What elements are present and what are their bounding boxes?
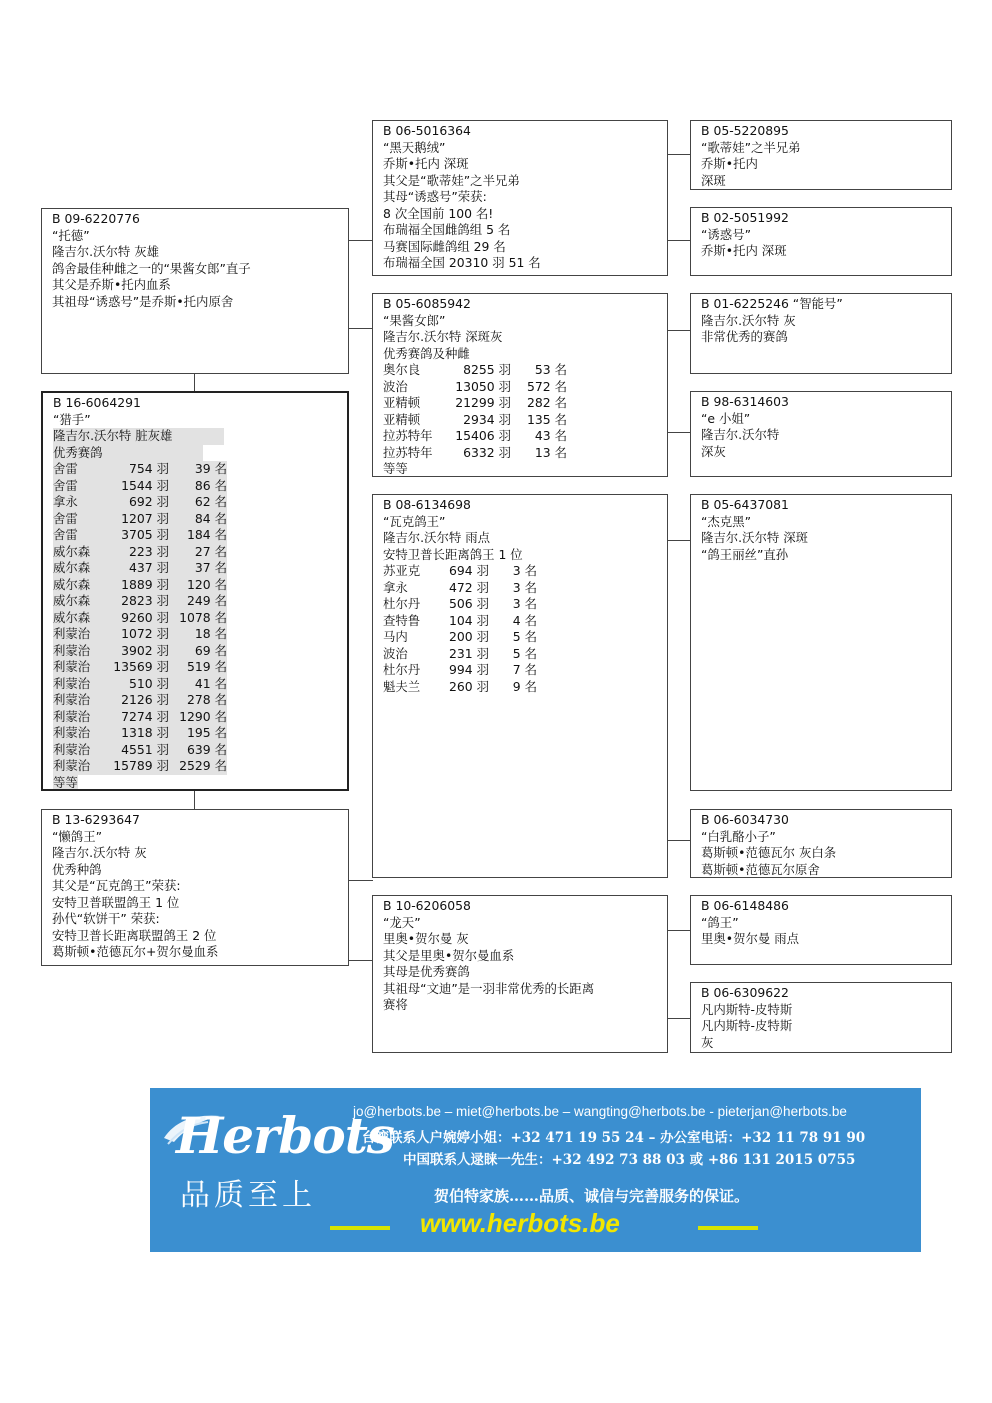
placing: 37 名 [194, 560, 227, 575]
pigeon-name: “诱惑号” [701, 226, 752, 242]
info-line: 其父是“歌蒂娃”之半兄弟 [383, 172, 520, 188]
connector-line [667, 432, 691, 433]
result-row [383, 596, 661, 613]
info-line: 8 次全国前 100 名! [383, 205, 494, 221]
result-row [53, 560, 341, 577]
placing: 53 名 [534, 362, 567, 377]
result-row [53, 461, 341, 478]
info-line: 优秀赛鸽及种雌 [383, 345, 470, 361]
color: 灰 [701, 1034, 714, 1050]
bird-count: 2126 羽 [121, 692, 169, 707]
ggp-card-2 [690, 207, 952, 276]
placing: 184 名 [187, 527, 227, 542]
info-line: 其祖母“文迪”是一羽非常优秀的长距离 [383, 980, 595, 996]
placing: 13 名 [534, 444, 567, 460]
result-row [53, 643, 341, 660]
result-row [383, 395, 661, 412]
dam-dam-card [372, 895, 668, 1053]
connector-line [348, 880, 373, 881]
connector-line [348, 328, 373, 329]
placing: 27 名 [194, 543, 227, 559]
bird-count: 1889 羽 [121, 576, 169, 592]
result-row [383, 445, 661, 462]
placing: 519 名 [187, 659, 227, 674]
breeder-color: 里奥•贺尔曼 灰 [383, 931, 469, 946]
breeder-color: 隆吉尔.沃尔特 灰 [701, 312, 796, 328]
bird-count: 3902 羽 [121, 642, 169, 658]
race-name: 威尔森 [53, 543, 91, 559]
bird-count: 15789 羽 [113, 758, 169, 773]
connector-line [667, 240, 691, 241]
race-name: 马内 [383, 629, 408, 644]
placing: 249 名 [187, 593, 227, 608]
bird-count: 7274 羽 [121, 708, 169, 724]
race-name: 亚精顿 [383, 411, 421, 427]
result-row [383, 613, 661, 630]
placing: 84 名 [194, 510, 227, 526]
placing: 1290 名 [179, 708, 227, 724]
race-name: 拿永 [383, 579, 408, 595]
info-line: 鸽舍最佳种雌之一的“果酱女郎”直子 [52, 260, 251, 276]
ring-number: B 02-5051992 [701, 210, 789, 225]
result-row [53, 725, 341, 742]
sire-card [41, 208, 349, 374]
info-line: 安特卫普长距离联盟鸽王 2 位 [52, 927, 217, 943]
info-line: 布瑞福全国雌鸽组 5 名 [383, 222, 511, 237]
bird-count: 13050 羽 [455, 378, 511, 394]
ggp-card-3 [690, 293, 952, 374]
info-line: 孙代“软饼干” 荣获: [52, 911, 160, 926]
pigeon-name: “懒鸽王” [52, 828, 103, 844]
dam-card [41, 809, 349, 966]
breeder-color: 隆吉尔.沃尔特 深斑 [701, 530, 809, 545]
result-row [53, 692, 341, 709]
ggp-card-7 [690, 895, 952, 965]
race-name: 拉苏特年 [383, 444, 433, 460]
race-name: 威尔森 [53, 576, 91, 592]
info-line: “鸽王丽丝”直孙 [701, 546, 789, 562]
bird-count: 2934 羽 [463, 411, 511, 427]
result-row [383, 412, 661, 429]
breeder: 乔斯•托内 [701, 156, 758, 171]
race-name: 舍雷 [53, 527, 78, 542]
placing: 278 名 [187, 692, 227, 707]
results-list [53, 461, 341, 775]
bird-count: 223 羽 [129, 543, 169, 559]
placing: 572 名 [527, 378, 567, 394]
result-row [53, 577, 341, 594]
placing: 62 名 [194, 494, 227, 509]
pigeon-name: “瓦克鸽王” [383, 513, 446, 529]
breeder-color: 葛斯顿•范德瓦尔 灰白条 [701, 845, 837, 860]
info-line: 布瑞福全国 20310 羽 51 名 [383, 255, 541, 270]
placing: 2529 名 [179, 758, 227, 773]
herbots-logo: Herbots [176, 1106, 394, 1165]
info-line: 其父是里奥•贺尔曼血系 [383, 947, 515, 963]
result-row [53, 478, 341, 495]
breeder-color: 乔斯•托内 深斑 [383, 156, 469, 171]
race-name: 利蒙治 [53, 675, 91, 691]
placing: 5 名 [512, 645, 537, 661]
placing: 86 名 [194, 477, 227, 493]
result-row [53, 544, 341, 561]
info-line: 安特卫普联盟鸽王 1 位 [52, 894, 180, 910]
ring-number: B 09-6220776 [52, 211, 140, 226]
results-list [383, 563, 661, 695]
result-row [383, 580, 661, 597]
ring-number: B 16-6064291 [53, 395, 141, 410]
bird-count: 1318 羽 [121, 725, 169, 740]
result-row [53, 758, 341, 775]
race-name: 利蒙治 [53, 626, 91, 641]
bird-count: 21299 羽 [455, 395, 511, 410]
breeder-color: 隆吉尔.沃尔特 脏灰雄 [53, 428, 224, 445]
dam-sire-card [372, 494, 668, 878]
pigeon-name: “白乳酪小子” [701, 828, 776, 844]
placing: 5 名 [512, 629, 537, 644]
result-row [53, 742, 341, 759]
breeder: 隆吉尔.沃尔特 [701, 427, 780, 442]
pigeon-name: “黑天鹅绒” [383, 139, 446, 155]
result-row [53, 527, 341, 544]
ring-number: B 05-6085942 [383, 296, 471, 311]
result-row [53, 610, 341, 627]
result-row [53, 676, 341, 693]
bird-count: 754 羽 [129, 461, 169, 476]
placing: 3 名 [512, 563, 537, 578]
placing: 195 名 [187, 725, 227, 740]
pigeon-name: “托德” [52, 227, 90, 243]
placing: 9 名 [512, 678, 537, 694]
result-row [383, 679, 661, 696]
breeder: 凡内斯特-皮特斯 [701, 1001, 793, 1017]
result-row [53, 494, 341, 511]
result-row [383, 646, 661, 663]
info-line: 优秀种鸽 [52, 861, 102, 877]
race-name: 奥尔良 [383, 362, 421, 377]
result-row [383, 563, 661, 580]
race-name: 利蒙治 [53, 642, 91, 658]
bird-count: 472 羽 [449, 579, 489, 595]
bird-count: 1072 羽 [121, 626, 169, 641]
info-line: 其父是乔斯•托内血系 [52, 277, 171, 292]
bird-count: 8255 羽 [463, 362, 511, 377]
website-link[interactable]: www.herbots.be [420, 1208, 620, 1238]
bird-count: 506 羽 [449, 596, 489, 611]
ring-number: B 06-6034730 [701, 812, 789, 827]
color: 深斑 [701, 172, 726, 188]
pigeon-name: “猎手” [53, 411, 91, 427]
connector-line [667, 154, 691, 155]
china-contact: 中国联系人逯睐一先生：+32 492 73 88 03 或 +86 131 2015 0755 [403, 1152, 856, 1168]
race-name: 拉苏特年 [383, 428, 433, 443]
ring-number: B 05-5220895 [701, 123, 789, 138]
info-line: 非常优秀的赛鸽 [701, 329, 788, 344]
breeder-color: 隆吉尔.沃尔特 灰雄 [52, 244, 160, 259]
race-name: 苏亚克 [383, 563, 421, 578]
result-row [383, 629, 661, 646]
race-name: 拿永 [53, 494, 78, 509]
pigeon-name: “龙天” [383, 914, 421, 930]
info-line: 其祖母“诱惑号”是乔斯•托内原舍 [52, 293, 234, 309]
connector-line [667, 540, 691, 541]
breeder-color: 隆吉尔.沃尔特 灰 [52, 845, 147, 860]
result-row [53, 626, 341, 643]
connector-line [667, 840, 691, 841]
bird-count: 437 羽 [129, 560, 169, 575]
breeder: 凡内斯特-皮特斯 [701, 1018, 793, 1033]
placing: 7 名 [512, 662, 537, 677]
bird-count: 4551 羽 [121, 741, 169, 757]
ring-number: B 08-6134698 [383, 497, 471, 512]
placing: 1078 名 [179, 609, 227, 625]
placing: 3 名 [512, 596, 537, 611]
result-row [53, 593, 341, 610]
bird-count: 1544 羽 [121, 477, 169, 493]
info-line: 其母“诱惑号”荣获: [383, 189, 487, 204]
bird-count: 15406 羽 [455, 428, 511, 443]
bird-count: 694 羽 [449, 563, 489, 578]
bird-count: 260 羽 [449, 678, 489, 694]
race-name: 亚精顿 [383, 395, 421, 410]
pigeon-name: “e 小姐” [701, 410, 751, 426]
pigeon-name: “杰克黑” [701, 513, 752, 529]
bird-count: 9260 羽 [121, 609, 169, 625]
bird-count: 994 羽 [449, 662, 489, 677]
info-line: 赛将 [383, 997, 408, 1012]
taiwan-contact: 台湾联系人户婉婷小姐：+32 471 19 55 24 – 办公室电话：+32 11 78 91 90 [362, 1130, 866, 1146]
bird-count: 200 羽 [449, 629, 489, 644]
breeder-color: 隆吉尔.沃尔特 深斑灰 [383, 329, 503, 344]
placing: 4 名 [512, 612, 537, 628]
result-row [53, 511, 341, 528]
connector-line [194, 790, 195, 809]
placing: 120 名 [187, 576, 227, 592]
ring-number: B 01-6225246 “智能号” [701, 296, 843, 311]
placing: 3 名 [512, 579, 537, 595]
herbots-banner [150, 1088, 921, 1252]
pigeon-name: “果酱女郎” [383, 312, 446, 328]
info-line: 安特卫普长距离鸽王 1 位 [383, 546, 523, 562]
etc: 等等 [383, 461, 408, 476]
results-list [383, 362, 661, 461]
sire-sire-card [372, 120, 668, 276]
result-row [383, 662, 661, 679]
result-row [53, 709, 341, 726]
race-name: 利蒙治 [53, 741, 91, 757]
ring-number: B 06-5016364 [383, 123, 471, 138]
race-name: 杜尔丹 [383, 596, 421, 611]
connector-line [667, 1018, 691, 1019]
race-name: 舍雷 [53, 510, 78, 526]
race-name: 利蒙治 [53, 758, 91, 773]
breeder-color: 隆吉尔.沃尔特 雨点 [383, 530, 491, 545]
info-line: 葛斯顿•范德瓦尔+贺尔曼血系 [52, 944, 219, 959]
ggp-card-6 [690, 809, 952, 878]
bird-count: 231 羽 [449, 645, 489, 661]
result-row [383, 428, 661, 445]
sire-dam-card [372, 293, 668, 477]
info-line: 其母是优秀赛鸽 [383, 964, 470, 979]
ring-number: B 13-6293647 [52, 812, 140, 827]
race-name: 威尔森 [53, 560, 91, 575]
ggp-card-1 [690, 120, 952, 190]
race-name: 魁夫兰 [383, 678, 421, 694]
connector-line [348, 960, 373, 961]
subject-card [41, 391, 349, 791]
connector-line [667, 930, 691, 931]
connector-line [348, 240, 373, 241]
ggp-card-4 [690, 391, 952, 477]
family-slogan: 贺伯特家族……品质、诚信与完善服务的保证。 [434, 1187, 750, 1205]
race-name: 杜尔丹 [383, 662, 421, 677]
breeder-color: 乔斯•托内 深斑 [701, 243, 787, 258]
bird-count: 6332 羽 [463, 444, 511, 460]
info-line: “歌蒂娃”之半兄弟 [701, 139, 801, 155]
decor-dash [698, 1226, 758, 1230]
result-row [383, 379, 661, 396]
decor-dash [330, 1226, 390, 1230]
race-name: 利蒙治 [53, 692, 91, 707]
connector-line [667, 330, 691, 331]
pigeon-name: “鸽王” [701, 914, 739, 930]
placing: 41 名 [194, 675, 227, 691]
placing: 135 名 [527, 411, 567, 427]
ring-number: B 10-6206058 [383, 898, 471, 913]
placing: 639 名 [187, 741, 227, 757]
ring-number: B 06-6309622 [701, 985, 789, 1000]
race-name: 波治 [383, 645, 408, 661]
result-row [383, 362, 661, 379]
connector-line [194, 373, 195, 392]
info-line: 马赛国际雌鸽组 29 名 [383, 238, 506, 254]
etc: 等等 [53, 774, 78, 790]
placing: 39 名 [194, 461, 227, 476]
race-name: 舍雷 [53, 461, 78, 476]
race-name: 利蒙治 [53, 659, 91, 674]
placing: 43 名 [534, 428, 567, 443]
race-name: 利蒙治 [53, 708, 91, 724]
note: 优秀赛鸽 [53, 445, 203, 462]
ggp-card-8 [690, 982, 952, 1053]
race-name: 波治 [383, 378, 408, 394]
race-name: 舍雷 [53, 477, 78, 493]
info-line: 其父是“瓦克鸽王”荣获: [52, 878, 181, 893]
bird-count: 13569 羽 [113, 659, 169, 674]
bird-count: 2823 羽 [121, 593, 169, 608]
bird-count: 3705 羽 [121, 527, 169, 542]
bird-count: 692 羽 [129, 494, 169, 509]
ggp-card-5 [690, 494, 952, 791]
placing: 282 名 [527, 395, 567, 410]
placing: 18 名 [194, 626, 227, 641]
color: 深灰 [701, 443, 726, 459]
placing: 69 名 [194, 642, 227, 658]
bird-count: 510 羽 [129, 675, 169, 691]
ring-number: B 05-6437081 [701, 497, 789, 512]
race-name: 威尔森 [53, 593, 91, 608]
ring-number: B 98-6314603 [701, 394, 789, 409]
contact-emails[interactable]: jo@herbots.be – miet@herbots.be – wangting@herbots.be - pieterjan@herbots.be [353, 1104, 847, 1119]
race-name: 查特鲁 [383, 612, 421, 628]
result-row [53, 659, 341, 676]
bird-count: 104 羽 [449, 612, 489, 628]
race-name: 威尔森 [53, 609, 91, 625]
slogan: 品质至上 [180, 1178, 316, 1213]
race-name: 利蒙治 [53, 725, 91, 740]
info-line: 葛斯顿•范德瓦尔原舍 [701, 861, 820, 877]
breeder-color: 里奥•贺尔曼 雨点 [701, 931, 799, 946]
bird-count: 1207 羽 [121, 510, 169, 526]
ring-number: B 06-6148486 [701, 898, 789, 913]
